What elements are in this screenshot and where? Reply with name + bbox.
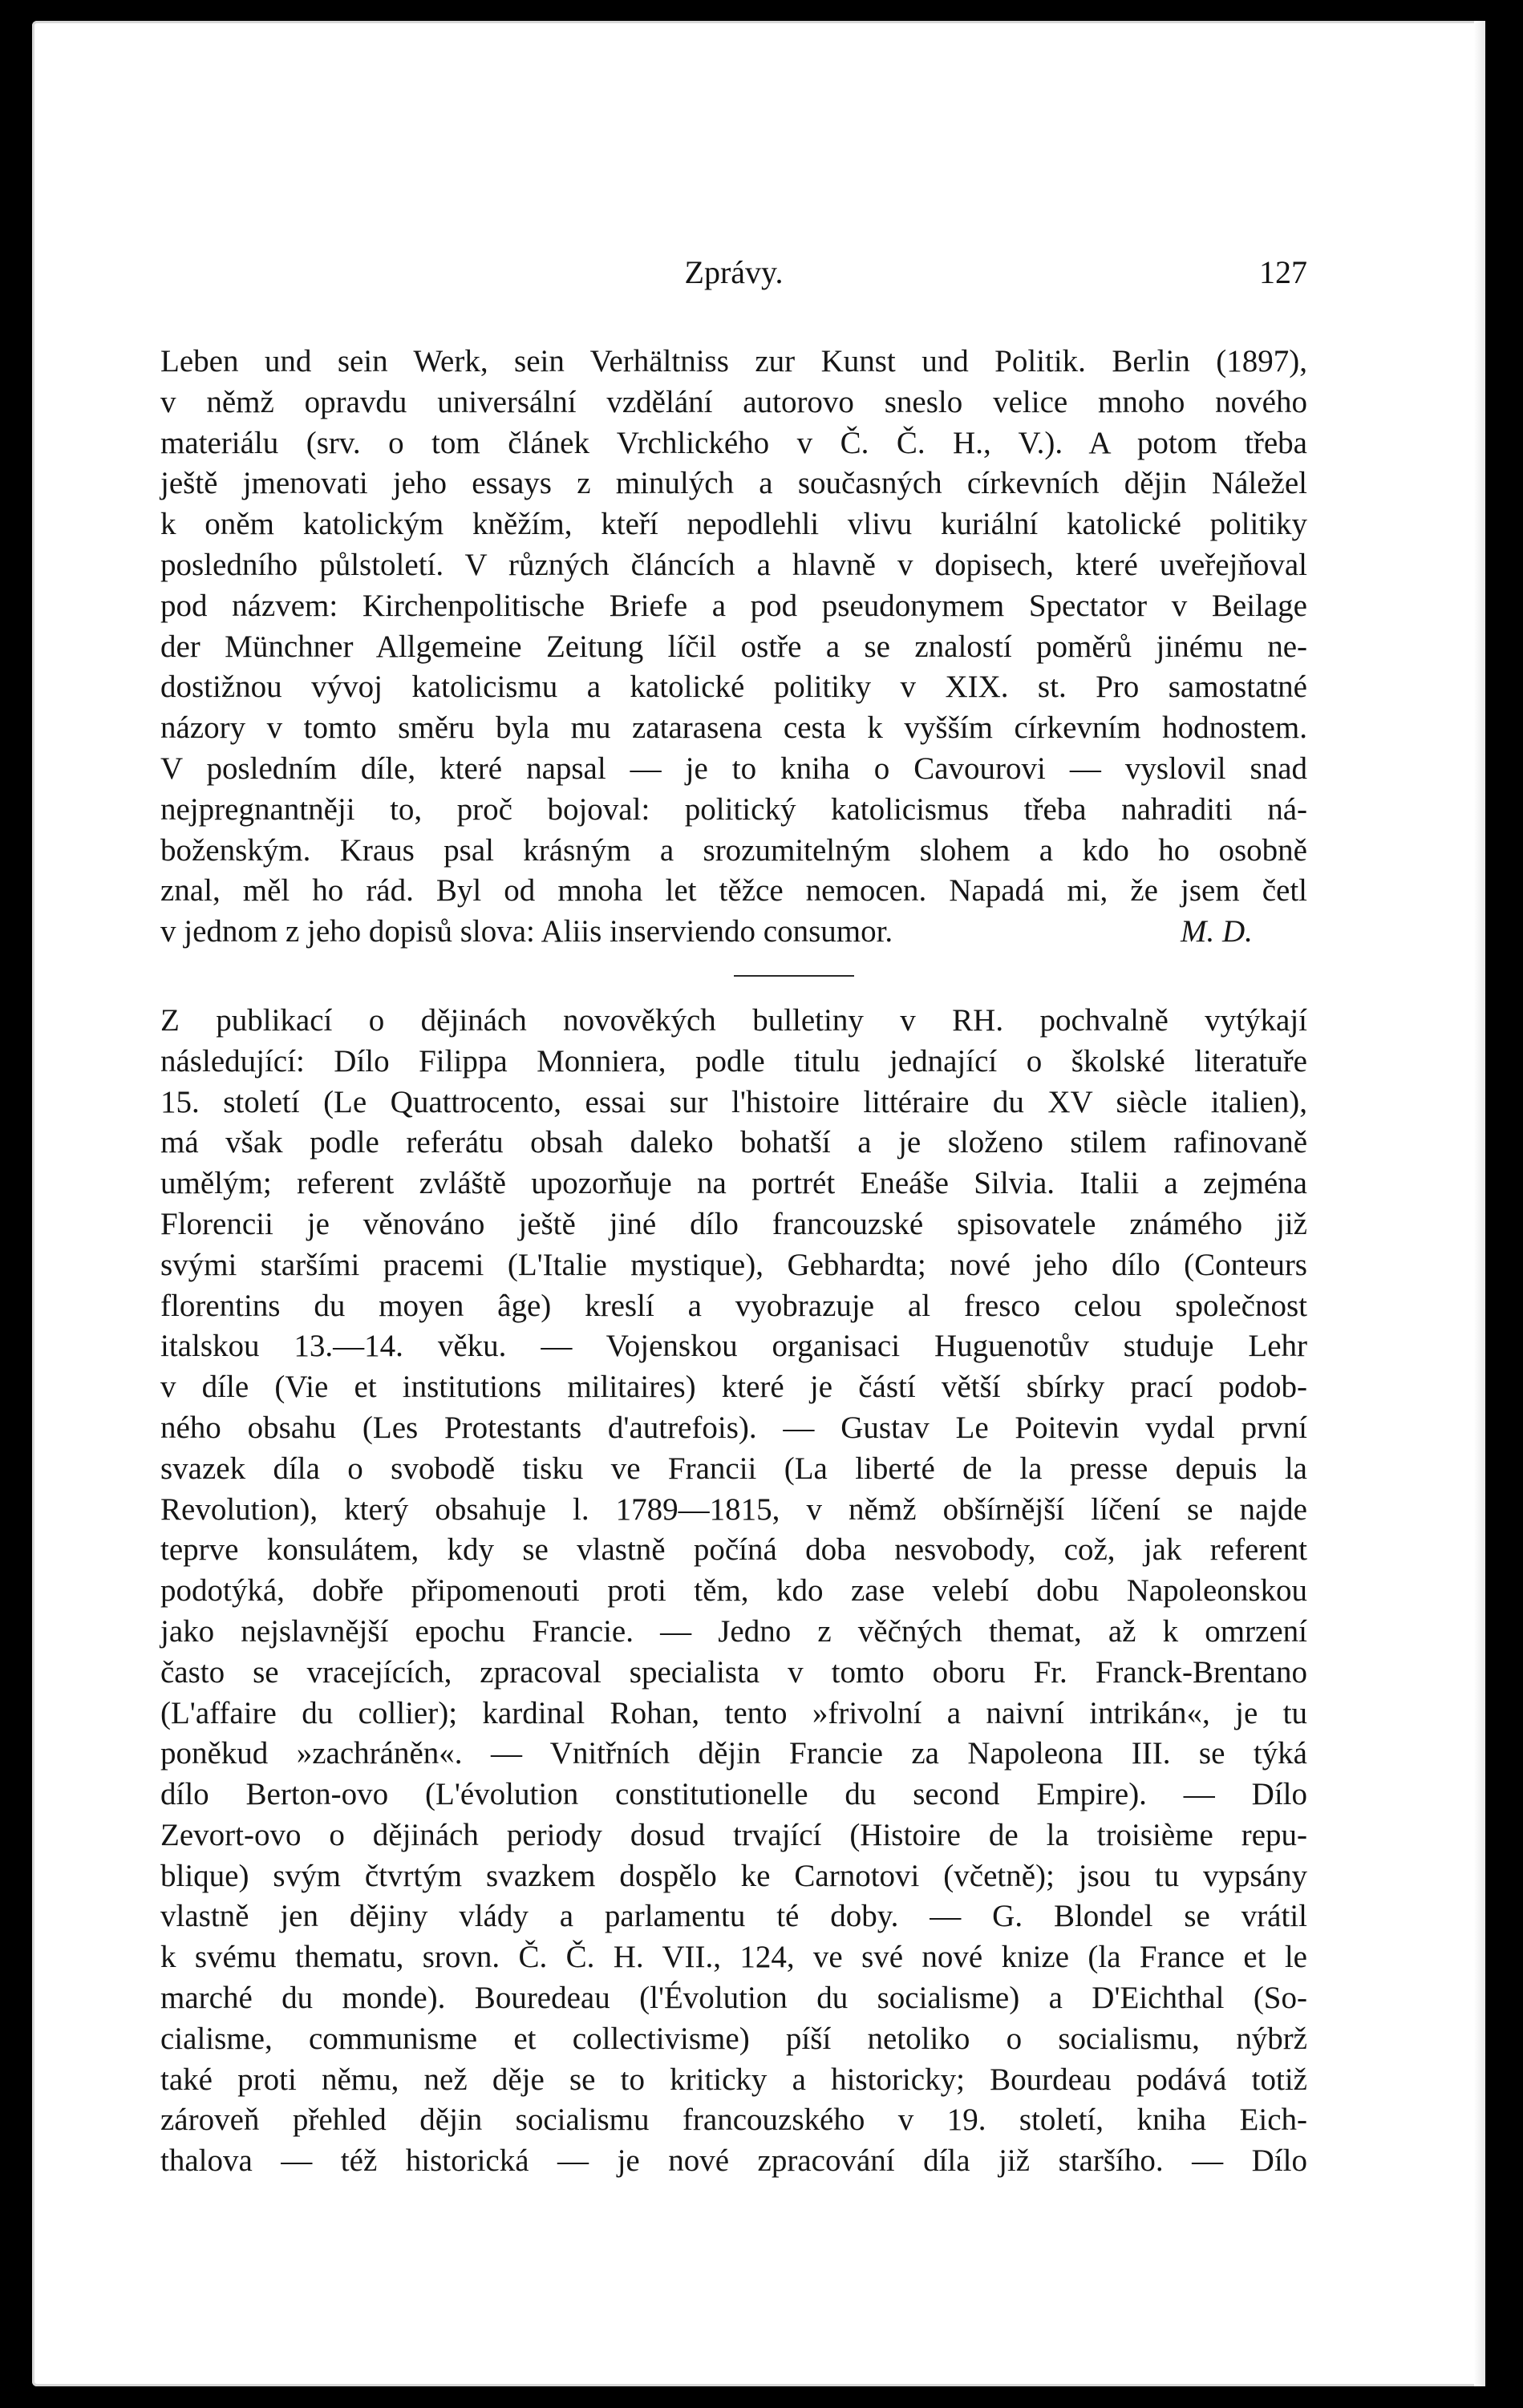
text-line: teprve konsulátem, kdy se vlastně počíná doba nesvobody, což, jak referent [160, 1532, 1307, 1568]
text-line: blique) svým čtvrtým svazkem dospělo ke Carnotovi (včetně); jsou tu vypsány [160, 1858, 1307, 1893]
text-line: Florencii je věnováno ještě jiné dílo francouzské spisovatele známého již [160, 1206, 1307, 1241]
text-line: thalova — též historická — je nové zpracování díla již staršího. — Dílo [160, 2143, 1307, 2179]
page-header [160, 253, 1307, 302]
text-line: (L'affaire du collier); kardinal Rohan, tento »frivolní a naivní intrikán«, je tu [160, 1695, 1307, 1730]
text-line: často se vracejících, zpracoval specialista v tomto oboru Fr. Franck-Brentano [160, 1654, 1307, 1690]
text-line-final: v jednom z jeho dopisů slova: Aliis inserviendo consumor. [160, 914, 893, 949]
text-line: ného obsahu (Les Protestants d'autrefois). — Gustav Le Poitevin vydal první [160, 1410, 1307, 1445]
text-line: Revolution), který obsahuje l. 1789—1815, v němž obšírnější líčení se najde [160, 1491, 1307, 1527]
text-line: následující: Dílo Filippa Monniera, podle titulu jednající o školské literatuře [160, 1043, 1307, 1079]
text-line: italskou 13.—14. věku. — Vojenskou organisaci Huguenotův studuje Lehr [160, 1329, 1307, 1364]
text-line: jako nejslavnější epochu Francie. — Jedno z věčných themat, až k omrzení [160, 1613, 1307, 1649]
author-signature: M. D. [1181, 914, 1253, 949]
running-title: Zprávy. [684, 254, 784, 290]
text-line: marché du monde). Bouredeau (l'Évolution du socialisme) a D'Eichthal (So- [160, 1981, 1307, 2016]
text-line: dílo Berton-ovo (L'évolution constitutionelle du second Empire). — Dílo [160, 1777, 1307, 1812]
text-line: k svému thematu, srovn. Č. Č. H. VII., 124, ve své nové knize (la France et le [160, 1940, 1307, 1975]
page-edge-shadow [1474, 21, 1485, 2386]
text-line: Z publikací o dějinách novověkých bulletiny v RH. pochvalně vytýkají [160, 1002, 1307, 1038]
obituary-entry [160, 342, 1307, 953]
scanned-page [32, 21, 1485, 2386]
text-line: v němž opravdu universální vzdělání autorovo sneslo velice mnoho nového [160, 384, 1307, 419]
text-line: svými staršími pracemi (L'Italie mystique), Gebhardta; nové jeho dílo (Conteurs [160, 1247, 1307, 1282]
page-number: 127 [1259, 254, 1307, 290]
text-line: svazek díla o svobodě tisku ve Francii (La liberté de la presse depuis la [160, 1451, 1307, 1486]
closing-line [160, 912, 1307, 953]
text-line: k oněm katolickým kněžím, kteří nepodlehli vlivu kuriální katolické politiky [160, 507, 1307, 542]
text-line: poněkud »zachráněn«. — Vnitřních dějin Francie za Napoleona III. se týká [160, 1736, 1307, 1771]
text-line: nejpregnantněji to, proč bojoval: politický katolicismus třeba nahraditi ná- [160, 791, 1307, 827]
text-line: pod názvem: Kirchenpolitische Briefe a pod pseudonymem Spectator v Beilage [160, 588, 1307, 623]
text-line: názory v tomto směru byla mu zatarasena cesta k vyšším církevním hodnostem. [160, 710, 1307, 746]
text-line: der Münchner Allgemeine Zeitung líčil ostře a se znalostí poměrů jinému ne- [160, 629, 1307, 664]
text-line: umělým; referent zvláště upozorňuje na portrét Eneáše Silvia. Italii a zejména [160, 1166, 1307, 1201]
publications-report [160, 1001, 1307, 2182]
text-line: dostižnou vývoj katolicismu a katolické politiky v XIX. st. Pro samostatné [160, 670, 1307, 705]
text-line: cialisme, communisme et collectivisme) píší netoliko o socialismu, nýbrž [160, 2021, 1307, 2056]
text-line: ještě jmenovati jeho essays z minulých a současných církevních dějin Náležel [160, 466, 1307, 501]
text-line: v díle (Vie et institutions militaires) které je částí větší sbírky prací podob- [160, 1370, 1307, 1405]
text-line: vlastně jen dějiny vlády a parlamentu té doby. — G. Blondel se vrátil [160, 1899, 1307, 1934]
page-body [160, 342, 1307, 2182]
text-line: podotýká, dobře připomenouti proti těm, kdo zase velebí dobu Napoleonskou [160, 1573, 1307, 1609]
text-line: znal, měl ho rád. Byl od mnoha let těžce nemocen. Napadá mi, že jsem četl [160, 873, 1307, 909]
text-line: florentins du moyen âge) kreslí a vyobrazuje al fresco celou společnost [160, 1288, 1307, 1323]
text-line: boženským. Kraus psal krásným a srozumitelným slohem a kdo ho osobně [160, 832, 1307, 868]
text-line: posledního půlstoletí. V různých článcích a hlavně v dopisech, které uveřejňoval [160, 547, 1307, 582]
text-line: má však podle referátu obsah daleko bohatší a je složeno stilem rafinovaně [160, 1125, 1307, 1160]
text-line: materiálu (srv. o tom článek Vrchlického v Č. Č. H., V.). A potom třeba [160, 425, 1307, 460]
text-line: zároveň přehled dějin socialismu francouzského v 19. století, kniha Eich- [160, 2102, 1307, 2138]
section-divider [160, 953, 1307, 1001]
text-line: 15. století (Le Quattrocento, essai sur l'histoire littéraire du XV siècle italien), [160, 1084, 1307, 1119]
text-line: Zevort-ovo o dějinách periody dosud trvající (Histoire de la troisième repu- [160, 1817, 1307, 1852]
text-line: Leben und sein Werk, sein Verhältniss zur Kunst und Politik. Berlin (1897), [160, 344, 1307, 378]
divider-rule [734, 975, 854, 977]
text-line: V posledním díle, které napsal — je to kniha o Cavourovi — vyslovil snad [160, 751, 1307, 786]
text-line: také proti němu, než děje se to kriticky a historicky; Bourdeau podává totiž [160, 2062, 1307, 2097]
